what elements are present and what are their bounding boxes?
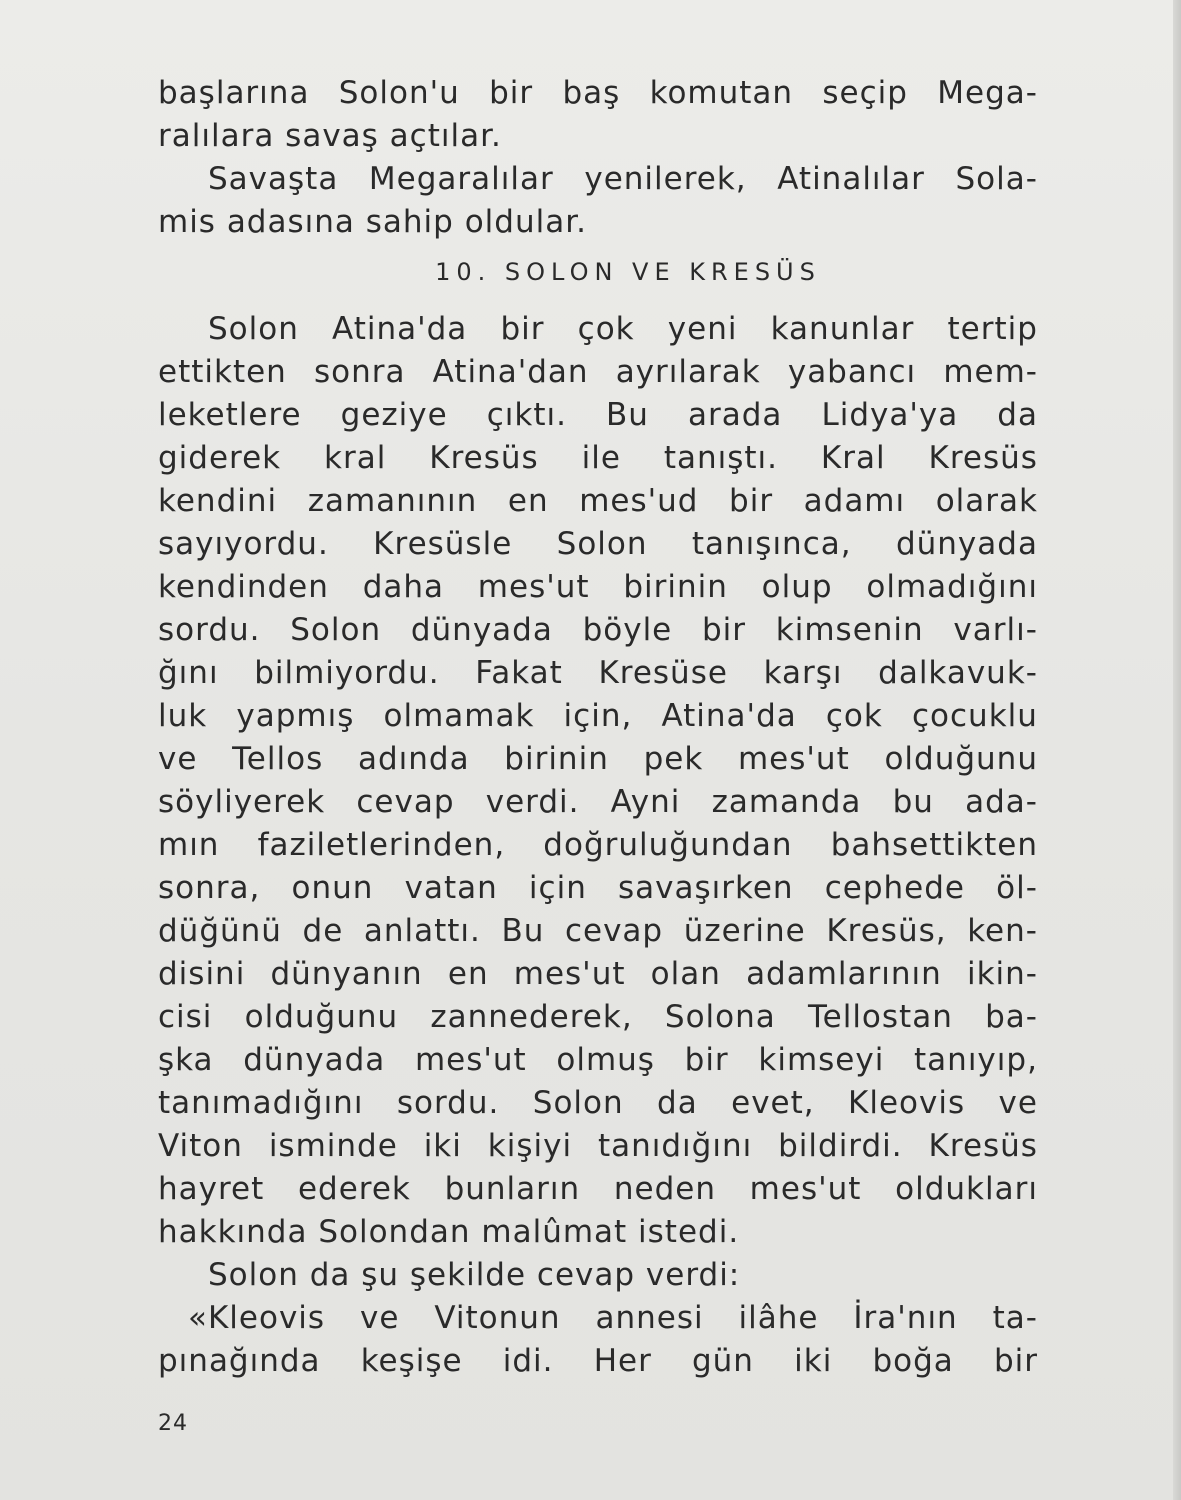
word: çocuklu <box>912 698 1038 734</box>
word: kral <box>324 440 387 476</box>
word: bildirdi. <box>778 1128 903 1164</box>
word: anlattı. <box>363 913 481 949</box>
text-line <box>158 1297 1038 1340</box>
word: ta- <box>992 1300 1038 1336</box>
word: olmamak <box>383 698 535 734</box>
word: ba- <box>985 999 1038 1035</box>
word: iki <box>423 1128 462 1164</box>
word: birinin <box>504 741 609 777</box>
word: Ayni <box>610 784 681 820</box>
text-line <box>158 72 1038 115</box>
word: tanımadığını <box>158 1085 364 1121</box>
word: «Kleovis <box>188 1300 326 1336</box>
text-line <box>158 1168 1038 1211</box>
word: olmuş <box>556 1042 655 1078</box>
word: birinin <box>623 569 728 605</box>
text-line <box>158 652 1038 695</box>
text-line: mis adasına sahip oldular. <box>158 204 587 240</box>
text-line <box>158 566 1038 609</box>
word: de <box>302 913 344 949</box>
word: giderek <box>158 440 282 476</box>
text-line <box>158 609 1038 652</box>
text-line <box>158 351 1038 394</box>
word: Megaralılar <box>368 161 554 197</box>
word: bir <box>684 1042 729 1078</box>
word: sayıyordu. <box>158 526 329 562</box>
word: bilmiyordu. <box>254 655 440 691</box>
word: olmadığını <box>866 569 1038 605</box>
word: böyle <box>582 612 673 648</box>
text-line: hakkında Solondan malûmat istedi. <box>158 1214 740 1250</box>
text-line <box>158 867 1038 910</box>
word: Kresüs <box>429 440 539 476</box>
text-line <box>158 1039 1038 1082</box>
word: baş <box>562 75 621 111</box>
word: Fakat <box>475 655 563 691</box>
word: ile <box>581 440 621 476</box>
word: Atina'dan <box>432 354 589 390</box>
word: kendini <box>158 483 278 519</box>
word: Viton <box>158 1128 243 1164</box>
word: da <box>657 1085 698 1121</box>
page-number: 24 <box>158 1411 188 1436</box>
word: ederek <box>297 1171 411 1207</box>
word: için <box>528 870 587 906</box>
word: ayrılarak <box>615 354 761 390</box>
word: vatan <box>404 870 498 906</box>
word: Kresüse <box>598 655 728 691</box>
word: çıktı. <box>486 397 567 433</box>
word: sonra <box>313 354 406 390</box>
word: mes'ut <box>477 569 590 605</box>
word: ilâhe <box>738 1300 819 1336</box>
word: savaşırken <box>618 870 794 906</box>
word: dünyada <box>410 612 553 648</box>
word: olup <box>761 569 833 605</box>
word: pınağında <box>158 1343 321 1379</box>
word: komutan <box>649 75 794 111</box>
word: üzerine <box>683 913 806 949</box>
text-line <box>158 480 1038 523</box>
word: leketlere <box>158 397 302 433</box>
word: bir <box>500 311 545 347</box>
word: Lidya'ya <box>821 397 959 433</box>
word: doğruluğundan <box>543 827 793 863</box>
word: olduğunu <box>244 999 399 1035</box>
word: hayret <box>158 1171 265 1207</box>
word: adamı <box>803 483 906 519</box>
text-line <box>158 996 1038 1039</box>
word: ğını <box>158 655 219 691</box>
word: dünyanın <box>270 956 423 992</box>
word: mes'ut <box>513 956 626 992</box>
word: dünyada <box>243 1042 386 1078</box>
word: ada- <box>965 784 1038 820</box>
word: Kleovis <box>848 1085 966 1121</box>
word: yeni <box>667 311 738 347</box>
text-line <box>158 158 1038 201</box>
word: sonra, <box>158 870 261 906</box>
word: verdi. <box>485 784 580 820</box>
word: gün <box>691 1343 754 1379</box>
word: cevap <box>356 784 455 820</box>
word: sordu. <box>158 612 261 648</box>
word: zamanda <box>711 784 862 820</box>
word: bir <box>702 612 747 648</box>
word: ettikten <box>158 354 287 390</box>
word: Bu <box>606 397 649 433</box>
word: Kresüs, <box>826 913 947 949</box>
word: daha <box>362 569 445 605</box>
word: luk <box>158 698 208 734</box>
text-line <box>158 523 1038 566</box>
text-line <box>158 910 1038 953</box>
text-line <box>158 824 1038 867</box>
word: bunların <box>444 1171 581 1207</box>
word: mın <box>158 827 220 863</box>
word: da <box>997 397 1038 433</box>
word: bir <box>489 75 534 111</box>
text-line <box>158 1340 1038 1383</box>
word: Atinalılar <box>777 161 925 197</box>
word: bahsettikten <box>830 827 1038 863</box>
word: cephede <box>824 870 965 906</box>
word: Solona <box>664 999 776 1035</box>
word: onun <box>291 870 374 906</box>
word: çok <box>825 698 883 734</box>
word: yenilerek, <box>584 161 747 197</box>
word: en <box>507 483 549 519</box>
text-line: Solon da şu şekilde cevap verdi: <box>208 1257 741 1293</box>
section-heading: 10. SOLON VE KRESÜS <box>435 258 821 286</box>
word: tertip <box>947 311 1038 347</box>
word: ve <box>998 1085 1038 1121</box>
word: tanışınca, <box>691 526 852 562</box>
word: ken- <box>967 913 1038 949</box>
word: kendinden <box>158 569 329 605</box>
word: isminde <box>268 1128 398 1164</box>
word: için, <box>563 698 633 734</box>
word: dünyada <box>895 526 1038 562</box>
word: annesi <box>595 1300 704 1336</box>
word: Solon <box>290 612 382 648</box>
word: başlarına <box>158 75 310 111</box>
text-line <box>158 1125 1038 1168</box>
word: ve <box>359 1300 400 1336</box>
word: adında <box>357 741 470 777</box>
word: tanıyıp, <box>914 1042 1038 1078</box>
word: Atina'da <box>332 311 468 347</box>
word: zamanının <box>307 483 478 519</box>
word: Solon <box>208 311 299 347</box>
word: pek <box>643 741 704 777</box>
word: yapmış <box>236 698 355 734</box>
word: Tellostan <box>807 999 953 1035</box>
word: geziye <box>340 397 448 433</box>
word: Vitonun <box>434 1300 561 1336</box>
word: Kresüs <box>928 1128 1038 1164</box>
word: söyliyerek <box>158 784 326 820</box>
word: zannederek, <box>430 999 633 1035</box>
word: adamlarının <box>746 956 942 992</box>
word: seçip <box>822 75 908 111</box>
word: bir <box>729 483 774 519</box>
word: kişiyi <box>487 1128 573 1164</box>
word: şka <box>158 1042 214 1078</box>
word: varlı- <box>953 612 1038 648</box>
word: kimseyi <box>758 1042 885 1078</box>
page-edge-shadow <box>1173 0 1181 1500</box>
word: boğa <box>872 1343 954 1379</box>
text-line <box>158 308 1038 351</box>
word: ikin- <box>966 956 1038 992</box>
word: dalkavuk- <box>878 655 1038 691</box>
word: cevap <box>564 913 664 949</box>
word: karşı <box>763 655 843 691</box>
word: yabancı <box>787 354 917 390</box>
word: bir <box>993 1343 1038 1379</box>
word: disini <box>158 956 246 992</box>
word: çok <box>577 311 635 347</box>
word: Mega- <box>937 75 1038 111</box>
text-line <box>158 695 1038 738</box>
word: Solon <box>532 1085 624 1121</box>
word: arada <box>688 397 783 433</box>
word: düğünü <box>158 913 282 949</box>
word: iki <box>794 1343 833 1379</box>
text-line <box>158 953 1038 996</box>
word: olan <box>650 956 721 992</box>
word: mem- <box>943 354 1038 390</box>
word: keşişe <box>360 1343 463 1379</box>
word: Sola- <box>955 161 1038 197</box>
word: cisi <box>158 999 213 1035</box>
word: mes'ut <box>737 741 850 777</box>
word: tanıştı. <box>663 440 778 476</box>
text-line <box>158 394 1038 437</box>
word: evet, <box>731 1085 815 1121</box>
word: İra'nın <box>853 1300 958 1336</box>
word: neden <box>613 1171 716 1207</box>
word: tanıdığını <box>597 1128 753 1164</box>
word: mes'ut <box>414 1042 527 1078</box>
word: Kresüs <box>928 440 1038 476</box>
word: kanunlar <box>770 311 915 347</box>
word: Kral <box>820 440 886 476</box>
word: faziletlerinden, <box>257 827 506 863</box>
word: mes'ud <box>579 483 699 519</box>
text-line <box>158 1082 1038 1125</box>
text-line: ralılara savaş açtılar. <box>158 118 502 154</box>
word: bu <box>892 784 934 820</box>
text-line <box>158 437 1038 480</box>
word: Tellos <box>232 741 324 777</box>
text-column <box>158 72 1038 1383</box>
word: Atina'da <box>661 698 797 734</box>
word: sordu. <box>396 1085 500 1121</box>
word: ve <box>158 741 198 777</box>
word: olduğunu <box>884 741 1038 777</box>
word: mes'ut <box>749 1171 862 1207</box>
word: Bu <box>501 913 545 949</box>
word: olarak <box>935 483 1038 519</box>
word: Kresüsle <box>373 526 513 562</box>
word: oldukları <box>895 1171 1038 1207</box>
word: idi. <box>502 1343 554 1379</box>
text-line <box>158 781 1038 824</box>
word: Her <box>593 1343 652 1379</box>
word: öl- <box>996 870 1038 906</box>
word: en <box>447 956 489 992</box>
text-line <box>158 738 1038 781</box>
word: Solon'u <box>338 75 460 111</box>
word: Solon <box>556 526 648 562</box>
word: kimsenin <box>775 612 924 648</box>
word: Savaşta <box>208 161 339 197</box>
